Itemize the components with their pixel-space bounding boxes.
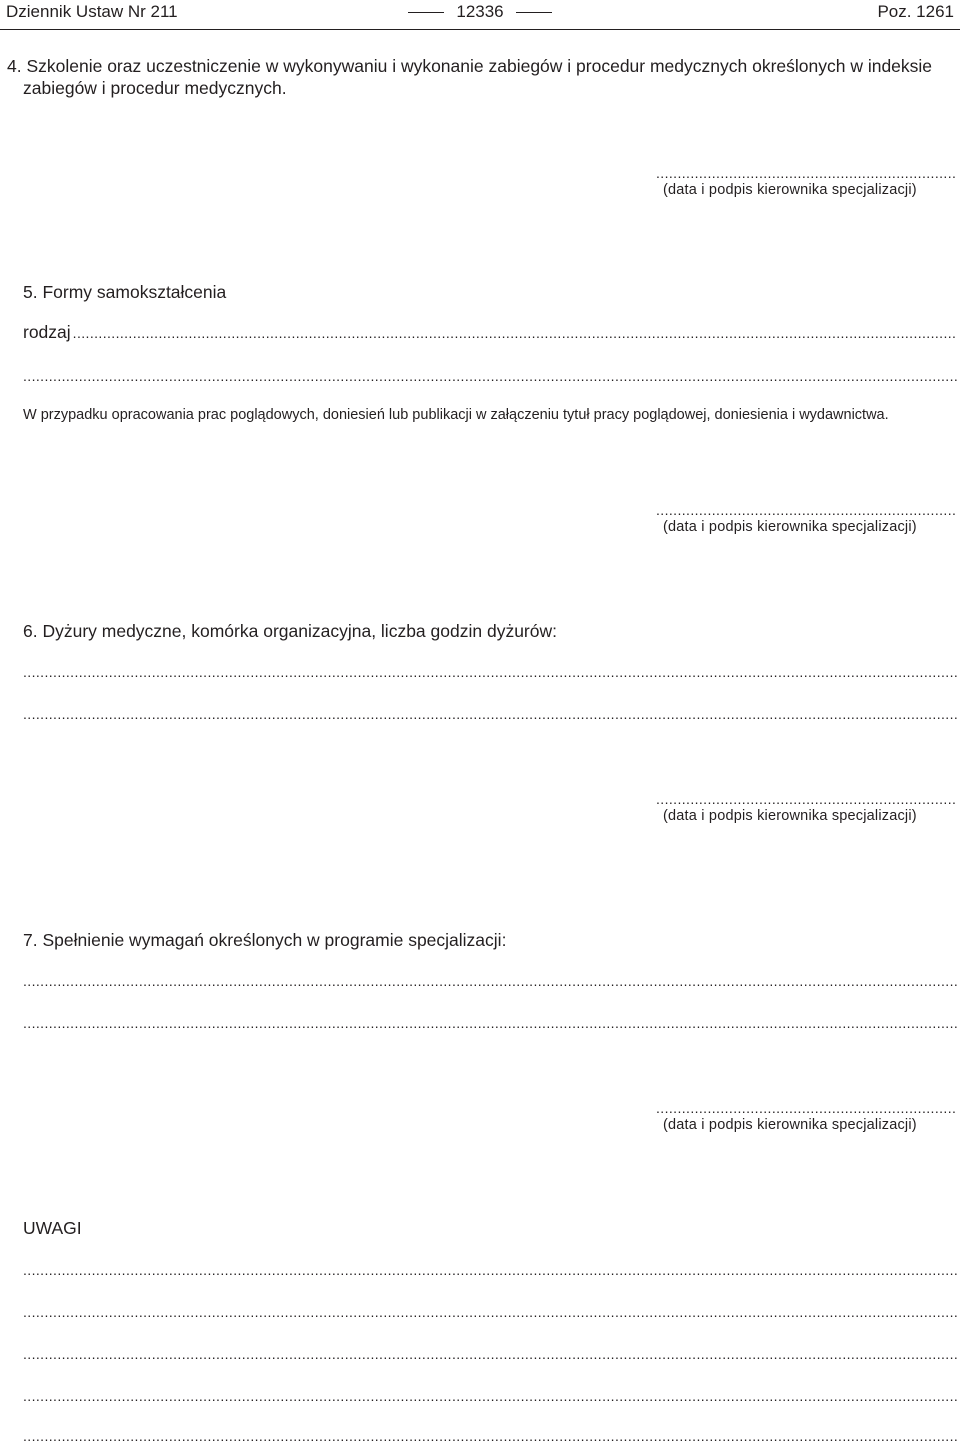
dash-right	[516, 12, 552, 13]
remarks-line-1[interactable]	[23, 1263, 957, 1277]
remarks-line-5[interactable]	[23, 1429, 957, 1443]
section-7-title: 7. Spełnienie wymagań określonych w programie specjalizacji:	[23, 930, 507, 950]
signature-caption-4: (data i podpis kierownika specjalizacji)	[663, 1117, 917, 1133]
signature-caption-3: (data i podpis kierownika specjalizacji)	[663, 808, 917, 824]
section-5-fill-line[interactable]	[23, 369, 957, 383]
header-rule	[0, 29, 960, 30]
journal-title: Dziennik Ustaw Nr 211	[6, 2, 178, 21]
dash-left	[408, 12, 444, 13]
field-rodzaj-dots[interactable]	[73, 326, 957, 340]
signature-line-3[interactable]	[656, 792, 957, 806]
section-6-fill-line-1[interactable]	[23, 665, 957, 679]
field-rodzaj-label: rodzaj	[23, 322, 71, 342]
section-7-fill-line-2[interactable]	[23, 1016, 957, 1030]
section-4-text: 4. Szkolenie oraz uczestniczenie w wykonywaniu i wykonanie zabiegów i procedur medycznych określonych w indeksie zabiegów i procedur medycznych.	[7, 56, 933, 98]
remarks-title: UWAGI	[23, 1218, 82, 1238]
section-6-title: 6. Dyżury medyczne, komórka organizacyjna, liczba godzin dyżurów:	[23, 621, 557, 641]
signature-line-2[interactable]	[656, 503, 957, 517]
remarks-line-4[interactable]	[23, 1389, 957, 1403]
section-5-title: 5. Formy samokształcenia	[23, 282, 227, 302]
section-6-fill-line-2[interactable]	[23, 707, 957, 721]
remarks-line-3[interactable]	[23, 1347, 957, 1361]
signature-line-4[interactable]	[656, 1101, 957, 1115]
position-number: Poz. 1261	[877, 2, 954, 21]
field-rodzaj[interactable]	[23, 321, 957, 343]
page-number: 12336	[456, 2, 504, 21]
section-7-fill-line-1[interactable]	[23, 974, 957, 988]
remarks-line-2[interactable]	[23, 1305, 957, 1319]
signature-caption-1: (data i podpis kierownika specjalizacji)	[663, 182, 917, 198]
section-5-note: W przypadku opracowania prac poglądowych, doniesień lub publikacji w załączeniu tytuł pracy poglądowej, doniesienia i wydawnictwa.	[23, 407, 889, 423]
signature-line-1[interactable]	[656, 166, 957, 180]
signature-caption-2: (data i podpis kierownika specjalizacji)	[663, 519, 917, 535]
page-number-line	[0, 3, 960, 21]
